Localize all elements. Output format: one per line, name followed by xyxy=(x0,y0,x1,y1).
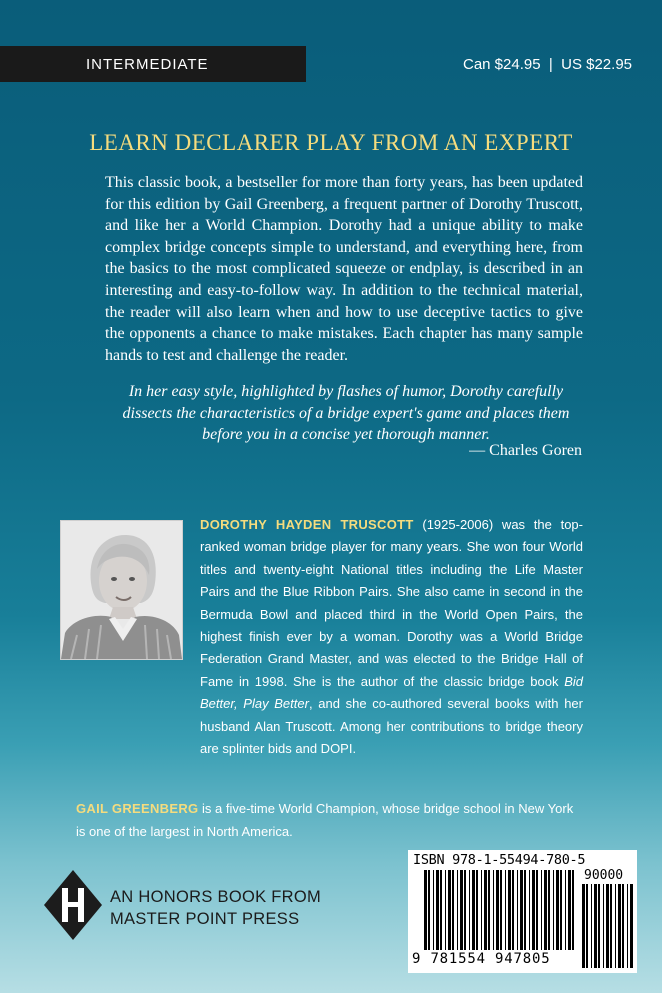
author-bio-text: (1925-2006) was the top-ranked woman bridge player for many years. She won four World titles and twenty-eight National titles including the Life Master Pairs and the Blue Ribbon Pairs. She also came in second in the Bermuda Bowl and placed third in the World Open Pairs, the highest finish ever by a woman. Dorothy was a World Bridge Federation Grand Master, and was elected to the Bridge Hall of Fame in 1998. She is the author of the classic bridge book xyxy=(200,517,583,689)
book-description: This classic book, a bestseller for more than forty years, has been updated for this edition by Gail Greenberg, a frequent partner of Dorothy Truscott, and like her a World Champion. Dorothy had a unique ability to make complex bridge concepts simple to understand, and everything here, from the basics to the most complicated squeeze or endplay, is described in an interesting and easy-to-follow way. In addition to the technical material, the reader will also learn when and how to use deceptive tactics to give the opponents a chance to make mistakes. Each chapter has many sample hands to test and challenge the reader. xyxy=(105,174,583,364)
barcode-digits: 9 781554 947805 xyxy=(412,951,551,967)
publisher-line-1: AN HONORS BOOK FROM xyxy=(110,888,322,906)
endorsement-author: — Charles Goren xyxy=(469,442,582,459)
author-photo xyxy=(60,520,183,660)
editor-bio-text: is a five-time World Champion, whose bridge school in New York is one of the largest in North America. xyxy=(76,801,574,839)
level-label: INTERMEDIATE xyxy=(86,56,209,73)
editor-bio xyxy=(76,797,586,843)
isbn-label: ISBN 978-1-55494-780-5 xyxy=(413,852,586,868)
back-cover-headline: LEARN DECLARER PLAY FROM AN EXPERT xyxy=(89,130,573,155)
author-bio-text-end: , and she co-authored several books with her husband Alan Truscott. Among her contributions to bridge theory are splinter bids and DOPI. xyxy=(200,696,583,757)
price-label: Can $24.95 | US $22.95 xyxy=(462,56,632,73)
publisher-line-2: MASTER POINT PRESS xyxy=(110,910,300,928)
author-name: DOROTHY HAYDEN TRUSCOTT xyxy=(200,517,414,532)
barcode-addon: 90000 xyxy=(584,868,624,883)
editor-name: GAIL GREENBERG xyxy=(76,801,199,816)
publisher-imprint xyxy=(110,886,321,930)
level-bar xyxy=(0,46,306,82)
barcode xyxy=(408,850,637,973)
endorsement-quote: In her easy style, highlighted by flashes of humor, Dorothy carefully dissects the characteristics of a bridge expert's game and places them before you in a concise yet thorough manner. xyxy=(122,383,570,444)
book-title: Bid Better, Play Better xyxy=(200,673,583,712)
honors-h-logo-icon xyxy=(44,870,102,940)
author-bio xyxy=(200,514,583,760)
